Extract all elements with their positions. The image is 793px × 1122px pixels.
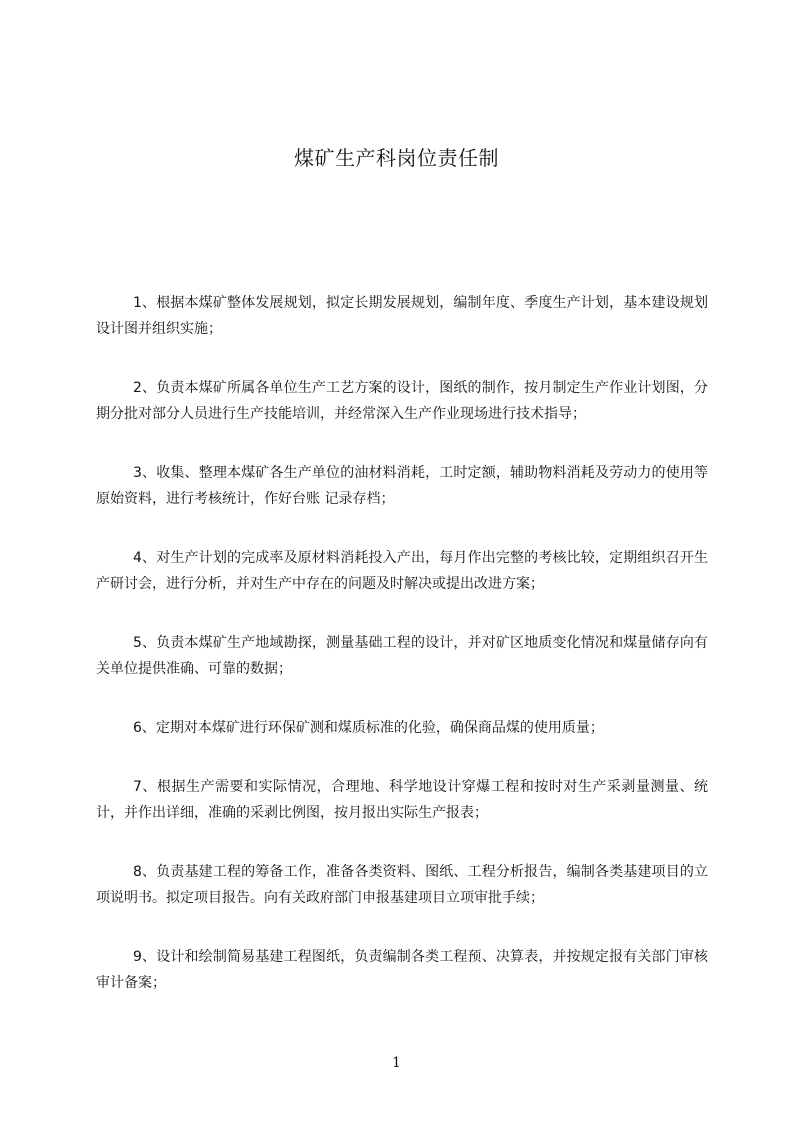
responsibility-clause-8: 8、负责基建工程的筹备工作，准备各类资料、图纸、工程分析报告，编制各类基建项目的立项说明书。拟定项目报告。向有关政府部门申报基建项目立项审批手续； bbox=[96, 864, 708, 906]
responsibility-clause-7: 7、根据生产需要和实际情况，合理地、科学地设计穿爆工程和按时对生产采剥量测量、统计，并作出详细，准确的采剥比例图，按月报出实际生产报表； bbox=[96, 779, 708, 821]
page-title: 煤矿生产科岗位责任制 bbox=[294, 146, 499, 170]
responsibility-clause-3: 3、收集、整理本煤矿各生产单位的油材料消耗，工时定额，辅助物料消耗及劳动力的使用等原始资料，进行考核统计，作好台账 记录存档； bbox=[96, 465, 708, 507]
responsibility-clause-4: 4、对生产计划的完成率及原材料消耗投入产出，每月作出完整的考核比较，定期组织召开生产研讨会，进行分析，并对生产中存在的问题及时解决或提出改进方案； bbox=[96, 550, 708, 592]
page-number: 1 bbox=[392, 1055, 401, 1071]
responsibility-clause-2: 2、负责本煤矿所属各单位生产工艺方案的设计，图纸的制作，按月制定生产作业计划图，分期分批对部分人员进行生产技能培训，并经常深入生产作业现场进行技术指导； bbox=[96, 380, 708, 422]
responsibility-clause-6: 6、定期对本煤矿进行环保矿测和煤质标准的化验，确保商品煤的使用质量； bbox=[133, 720, 604, 736]
responsibility-clause-9: 9、设计和绘制简易基建工程图纸，负责编制各类工程预、决算表，并按规定报有关部门审核审计备案； bbox=[96, 949, 708, 991]
responsibility-clause-5: 5、负责本煤矿生产地域勘探，测量基础工程的设计，并对矿区地质变化情况和煤量储存向有关单位提供准确、可靠的数据； bbox=[96, 635, 708, 677]
responsibility-clause-1: 1、根据本煤矿整体发展规划，拟定长期发展规划，编制年度、季度生产计划，基本建设规划设计图并组织实施； bbox=[96, 295, 708, 337]
responsibility-list bbox=[96, 290, 708, 1029]
